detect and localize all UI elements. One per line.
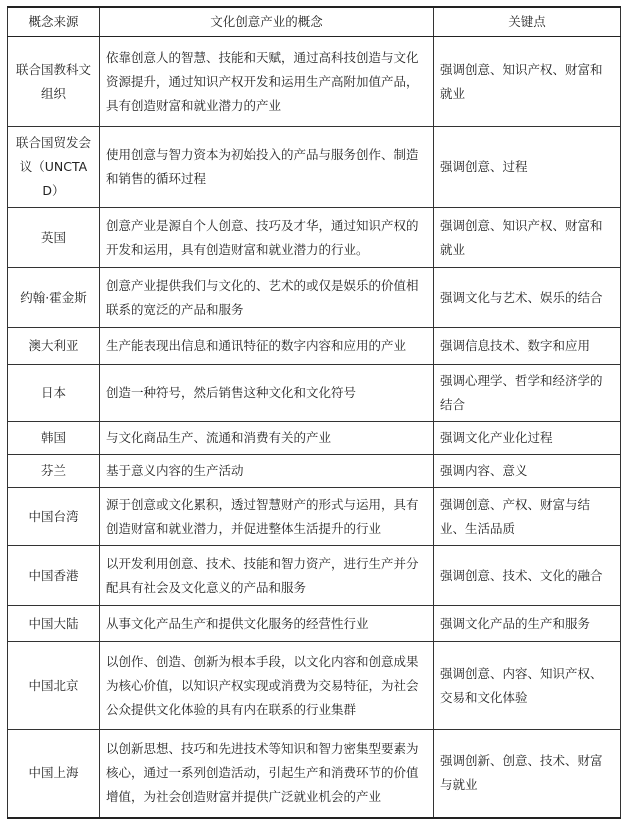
table-row — [8, 642, 621, 730]
header-concept: 文化创意产业的概念 — [100, 7, 434, 37]
table-row — [8, 365, 621, 422]
cell-concept: 生产能表现出信息和通讯特征的数字内容和应用的产业 — [100, 328, 434, 365]
cell-concept: 创意产业提供我们与文化的、艺术的或仅是娱乐的价值相联系的宽泛的产品和服务 — [100, 268, 434, 328]
table-row — [8, 730, 621, 818]
cell-concept: 使用创意与智力资本为初始投入的产品与服务创作、制造和销售的循环过程 — [100, 127, 434, 208]
cell-concept: 以创新思想、技巧和先进技术等知识和智力密集型要素为核心，通过一系列创造活动，引起生产和消费环节的价值增值，为社会创造财富并提供广泛就业机会的产业 — [100, 730, 434, 818]
table-row — [8, 328, 621, 365]
cell-concept: 以开发利用创意、技术、技能和智力资产，进行生产并分配具有社会及文化意义的产品和服务 — [100, 546, 434, 606]
cell-source: 联合国教科文组织 — [8, 37, 100, 127]
cell-key-points: 强调文化产品的生产和服务 — [434, 606, 621, 642]
table-header-row — [8, 7, 621, 37]
cell-key-points: 强调文化与艺术、娱乐的结合 — [434, 268, 621, 328]
header-key-points: 关键点 — [434, 7, 621, 37]
concept-table — [7, 6, 621, 819]
cell-concept: 依靠创意人的智慧、技能和天赋，通过高科技创造与文化资源提升，通过知识产权开发和运用生产高附加值产品，具有创造财富和就业潜力的产业 — [100, 37, 434, 127]
cell-key-points: 强调创意、内容、知识产权、交易和文化体验 — [434, 642, 621, 730]
cell-concept: 源于创意或文化累积，透过智慧财产的形式与运用，具有创造财富和就业潜力，并促进整体生活提升的行业 — [100, 488, 434, 546]
cell-source: 韩国 — [8, 422, 100, 455]
table-row — [8, 208, 621, 268]
cell-concept: 创意产业是源自个人创意、技巧及才华，通过知识产权的开发和运用，具有创造财富和就业潜力的行业。 — [100, 208, 434, 268]
cell-source: 联合国贸发会议（UNCTAD） — [8, 127, 100, 208]
cell-source: 中国北京 — [8, 642, 100, 730]
table-row — [8, 606, 621, 642]
table-row — [8, 546, 621, 606]
table-row — [8, 127, 621, 208]
cell-key-points: 强调创意、技术、文化的融合 — [434, 546, 621, 606]
cell-key-points: 强调文化产业化过程 — [434, 422, 621, 455]
cell-key-points: 强调心理学、哲学和经济学的结合 — [434, 365, 621, 422]
cell-key-points: 强调创意、产权、财富与结业、生活品质 — [434, 488, 621, 546]
cell-source: 日本 — [8, 365, 100, 422]
cell-concept: 与文化商品生产、流通和消费有关的产业 — [100, 422, 434, 455]
cell-source: 中国上海 — [8, 730, 100, 818]
table-row — [8, 268, 621, 328]
cell-source: 约翰·霍金斯 — [8, 268, 100, 328]
cell-source: 英国 — [8, 208, 100, 268]
cell-source: 澳大利亚 — [8, 328, 100, 365]
cell-key-points: 强调信息技术、数字和应用 — [434, 328, 621, 365]
cell-key-points: 强调创新、创意、技术、财富与就业 — [434, 730, 621, 818]
cell-source: 中国台湾 — [8, 488, 100, 546]
table-row — [8, 455, 621, 488]
cell-key-points: 强调创意、过程 — [434, 127, 621, 208]
cell-key-points: 强调创意、知识产权、财富和就业 — [434, 37, 621, 127]
cell-key-points: 强调创意、知识产权、财富和就业 — [434, 208, 621, 268]
cell-source: 芬兰 — [8, 455, 100, 488]
cell-concept: 基于意义内容的生产活动 — [100, 455, 434, 488]
cell-concept: 从事文化产品生产和提供文化服务的经营性行业 — [100, 606, 434, 642]
table-row — [8, 37, 621, 127]
header-source: 概念来源 — [8, 7, 100, 37]
cell-concept: 以创作、创造、创新为根本手段，以文化内容和创意成果为核心价值，以知识产权实现或消费为交易特征，为社会公众提供文化体验的具有内在联系的行业集群 — [100, 642, 434, 730]
cell-source: 中国大陆 — [8, 606, 100, 642]
cell-concept: 创造一种符号，然后销售这种文化和文化符号 — [100, 365, 434, 422]
cell-key-points: 强调内容、意义 — [434, 455, 621, 488]
cell-source: 中国香港 — [8, 546, 100, 606]
table-row — [8, 422, 621, 455]
table-row — [8, 488, 621, 546]
